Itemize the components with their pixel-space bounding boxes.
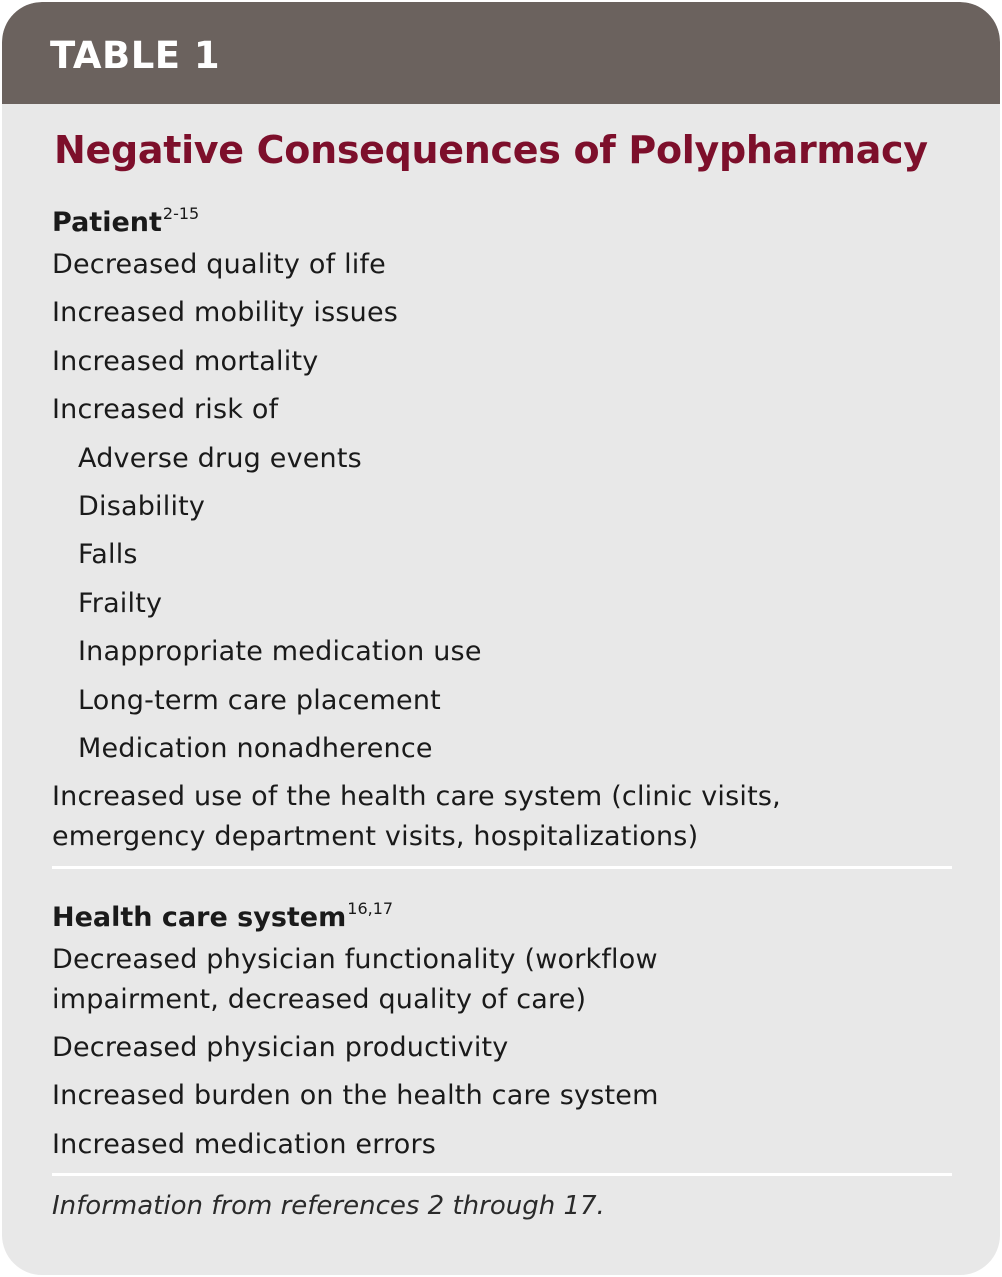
- list-item: Decreased physician productivity: [52, 1032, 509, 1064]
- health-care-system-references: 16,17: [347, 898, 394, 918]
- section-divider: [52, 866, 952, 869]
- list-item: Increased mobility issues: [52, 297, 399, 329]
- list-item: Decreased quality of life: [52, 249, 386, 280]
- section-heading-patient: Patient$^{2-15}$: [52, 204, 200, 238]
- source-footnote: Information from references 2 through 17.: [52, 1191, 605, 1222]
- table-label: TABLE 1: [50, 34, 221, 77]
- list-subitem: Inappropriate medication use: [78, 636, 482, 668]
- list-subitem: Falls: [78, 539, 138, 571]
- list-item: Increased burden on the health care system: [52, 1080, 659, 1112]
- table-card: [2, 2, 1000, 1275]
- list-item: Increased use of the health care system (clinic visits, emergency department visits, hospitalizations): [52, 781, 781, 853]
- table-title: Negative Consequences of Polypharmacy: [54, 128, 928, 172]
- list-subitem: Adverse drug events: [78, 442, 362, 474]
- section-divider: [52, 1173, 952, 1176]
- section-heading-health-care-system: Health care system$^{16,17}$: [52, 898, 394, 933]
- list-item: Increased medication errors: [52, 1128, 437, 1160]
- table-content: [52, 192, 952, 1226]
- list-subitem: Medication nonadherence: [78, 732, 433, 764]
- list-subitem: Disability: [78, 490, 206, 522]
- list-subitem: Frailty: [78, 587, 163, 619]
- list-item: Increased risk of: [52, 394, 279, 426]
- list-item: Decreased physician functionality (workflow impairment, decreased quality of care): [52, 943, 658, 1015]
- list-item: Increased mortality: [52, 345, 319, 377]
- table-header-bar: [2, 2, 1000, 104]
- patient-references: 2-15: [162, 204, 200, 223]
- list-subitem: Long-term care placement: [78, 684, 441, 716]
